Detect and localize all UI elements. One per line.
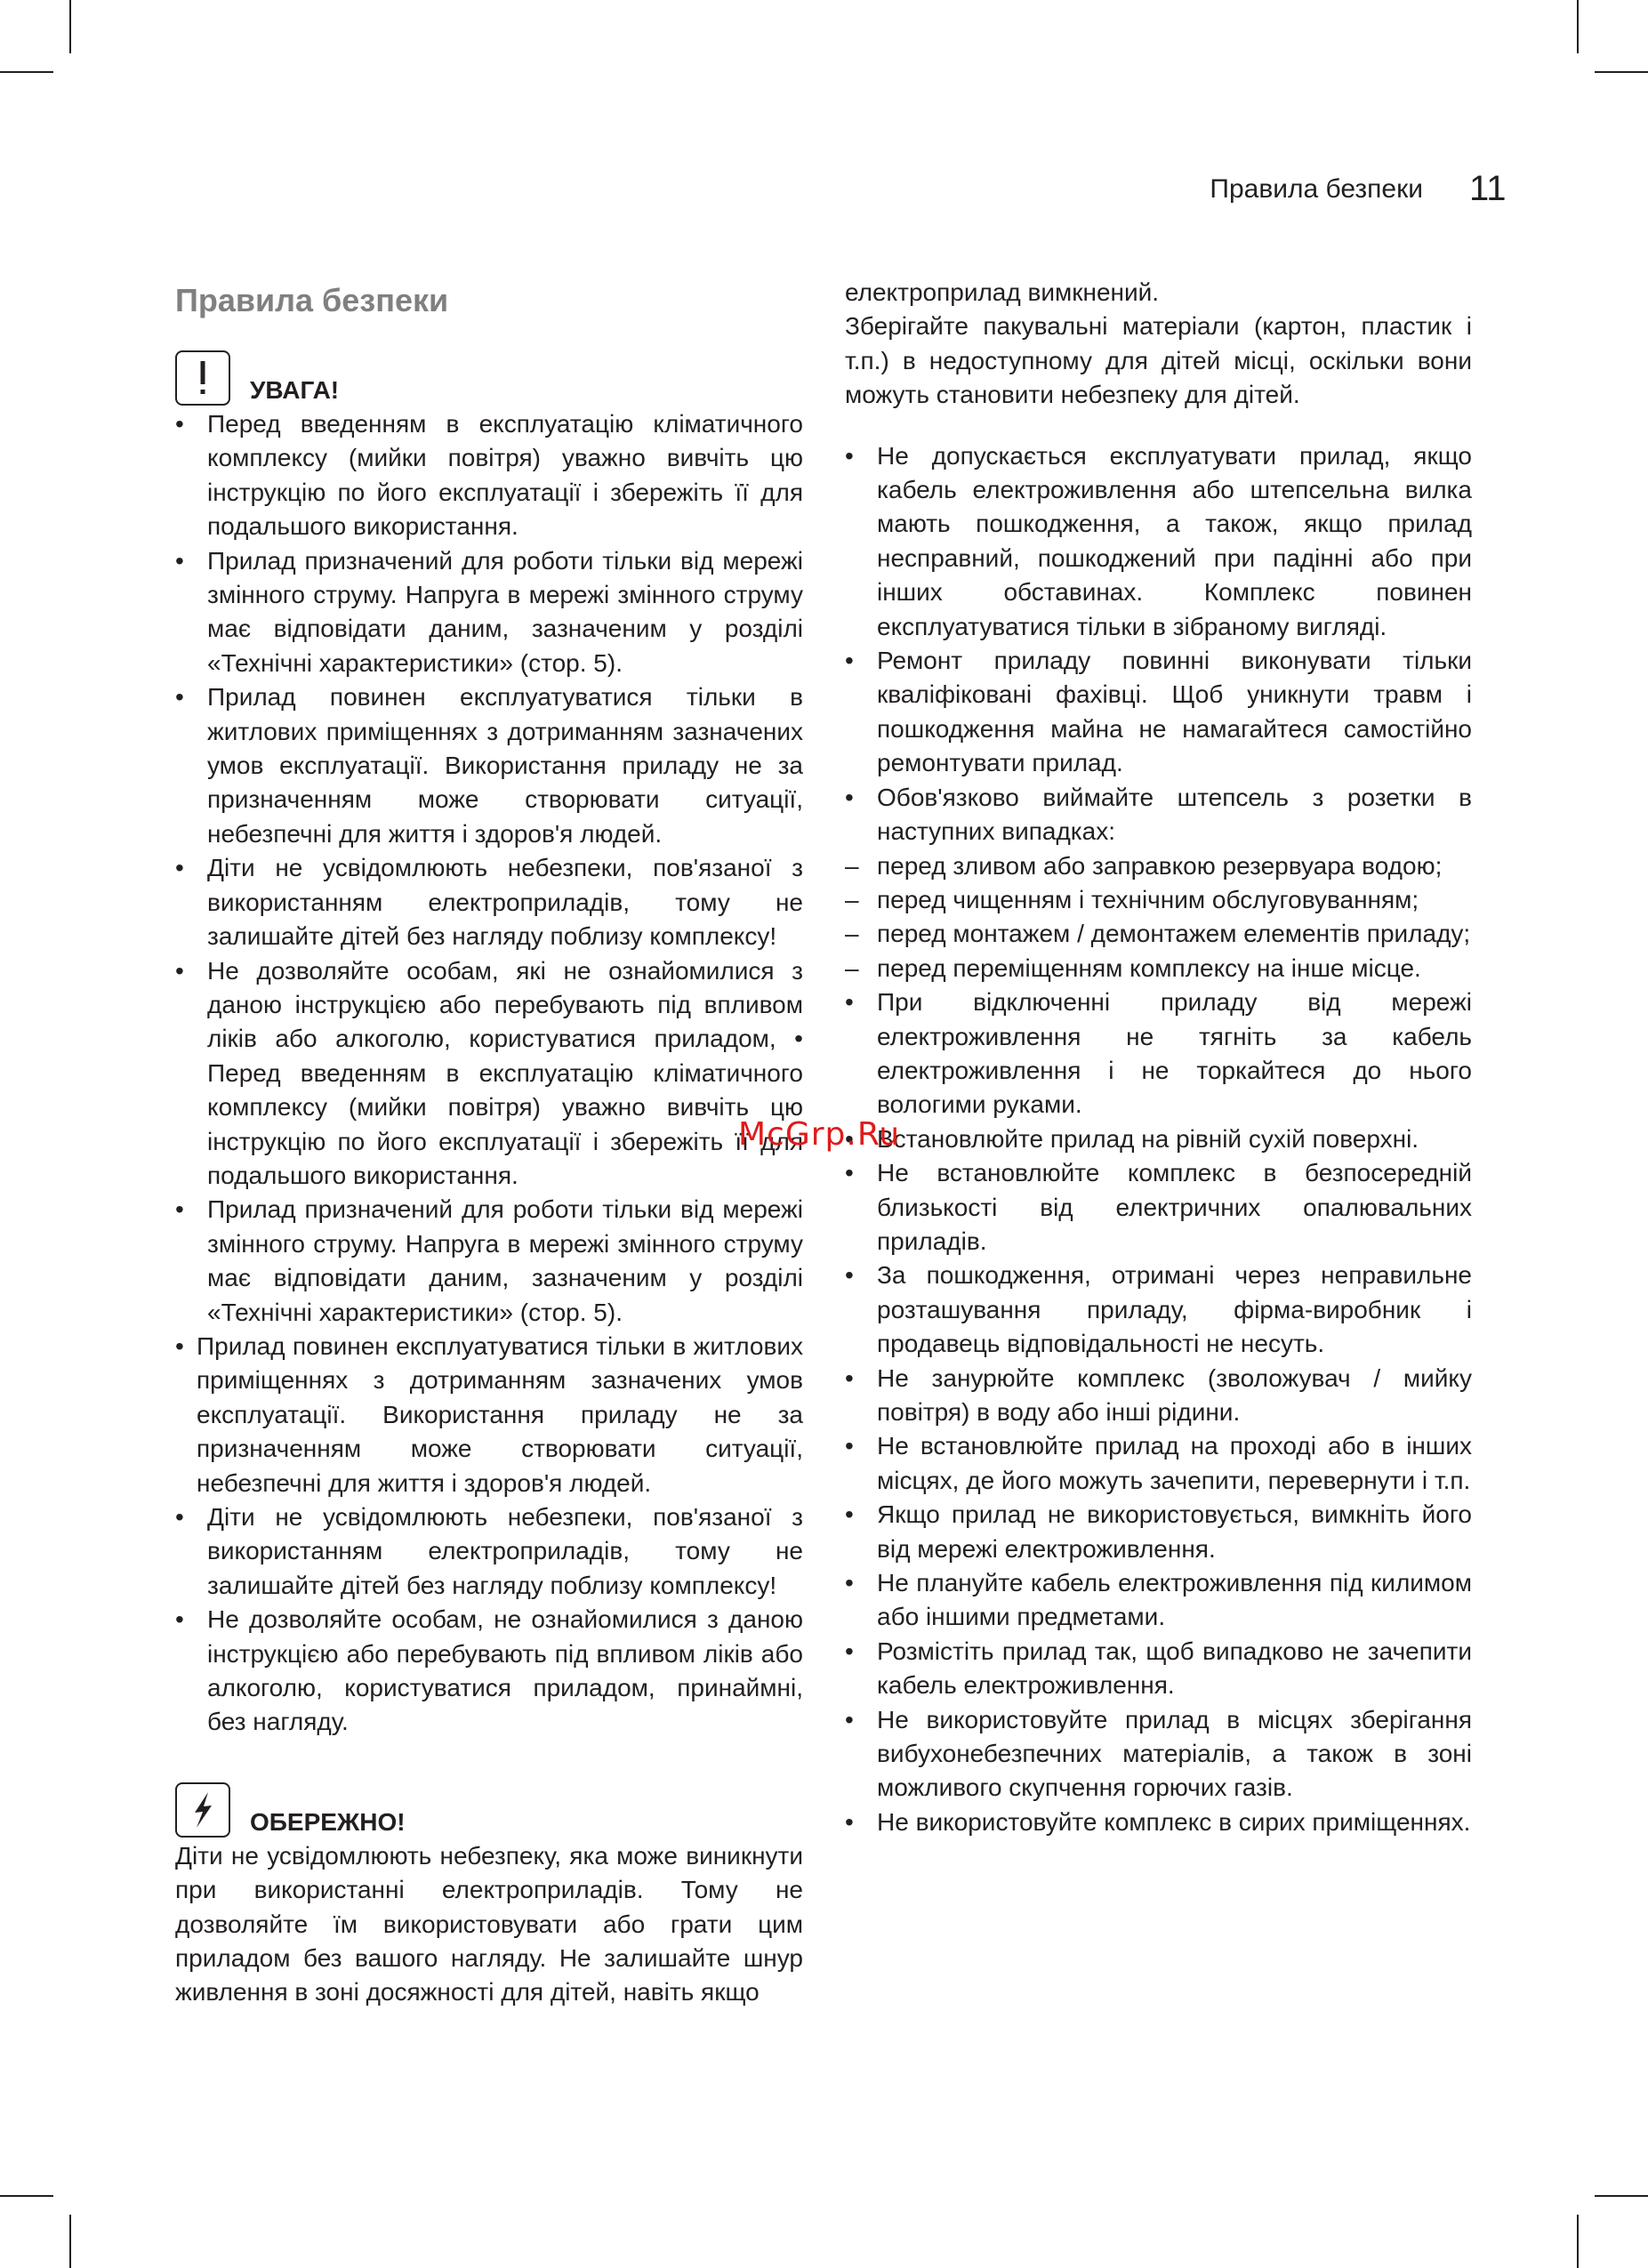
crop-mark (1595, 2195, 1648, 2197)
list-item: • Діти не усвідомлюють небезпеки, пов'язаної з використанням електроприладів, тому не залишайте дітей без нагляду поблизу комплексу! (175, 1500, 803, 1603)
sub-list-item: – перед переміщенням комплексу на інше місце. (845, 952, 1472, 985)
watermark: McGrp.Ru (738, 1116, 901, 1153)
crop-mark (69, 0, 71, 53)
list-item: • Розмістіть прилад так, щоб випадково не зачепити кабель електроживлення. (845, 1635, 1472, 1703)
packaging-paragraph: Зберігайте пакувальні матеріали (картон, пластик і т.п.) в недоступному для дітей місці, оскільки вони можуть становити небезпеку для дітей. (845, 312, 1472, 409)
page-title: Правила безпеки (175, 282, 449, 318)
list-item: • Прилад повинен експлуатуватися тільки в житлових приміщеннях з дотриманням зазначених умов експлуатації. Використання приладу не за призначенням може створювати ситуації, небезпечні для життя і здоров'я людей. (175, 680, 803, 851)
list-item: • Ремонт приладу повинні виконувати тільки кваліфіковані фахівці. Щоб уникнути травм і пошкодження майна не намагайтеся самостійно ремонтувати прилад. (845, 644, 1472, 781)
right-column (845, 276, 1472, 1839)
crop-mark (1577, 0, 1579, 53)
list-item: • Не допускається експлуатувати прилад, якщо кабель електроживлення або штепсельна вилка мають пошкодження, а також, якщо прилад несправний, пошкоджений при падінні або при інших обставинах. Комплекс повинен експлуатуватися тільки в зібраному вигляді. (845, 439, 1472, 644)
safety-list-b (845, 985, 1472, 1839)
caution-paragraph: Діти не усвідомлюють небезпеку, яка може виникнути при використанні електроприладів. Тому не дозволяйте їм використовувати або грати цим приладом без вашого нагляду. Не залишайте шнур живлення в зоні досяжності для дітей, навіть якщо (175, 1841, 803, 2007)
running-header-title: Правила безпеки (1210, 174, 1423, 204)
list-item: • Прилад повинен експлуатуватися тільки в житлових приміщеннях з дотриманням зазначених умов експлуатації. Використання приладу не за призначенням може створювати ситуації, небезпечні для життя і здоров'я людей. (175, 1330, 803, 1500)
unplug-cases-list (845, 849, 1472, 986)
caution-callout (175, 1775, 803, 1838)
lightning-icon (175, 1782, 230, 1838)
list-item: • При відключенні приладу від мережі електроживлення не тягніть за кабель електроживлення і не торкайтеся до нього вологими руками. (845, 985, 1472, 1122)
list-item: • Не встановлюйте прилад на проході або в інших місцях, де його можуть зачепити, перевернути і т.п. (845, 1429, 1472, 1498)
warning-label: УВАГА! (250, 376, 340, 404)
list-item: • Прилад призначений для роботи тільки від мережі змінного струму. Напруга в мережі змінного струму має відповідати даним, зазначеним у розділі «Технічні характеристики» (стор. 5). (175, 1193, 803, 1330)
sub-list-item: – перед зливом або заправкою резервуара водою; (845, 849, 1472, 883)
list-item: • Обов'язково виймайте штепсель з розетки в наступних випадках: (845, 781, 1472, 849)
page-number: 11 (1469, 169, 1507, 208)
caution-label: ОБЕРЕЖНО! (250, 1807, 406, 1836)
sub-list-item: – перед чищенням і технічним обслуговуванням; (845, 883, 1472, 917)
list-item: • Якщо прилад не використовується, вимкніть його від мережі електроживлення. (845, 1498, 1472, 1566)
warning-callout (175, 343, 803, 406)
crop-mark (0, 71, 53, 73)
list-item: • Перед введенням в експлуатацію кліматичного комплексу (мийки повітря) уважно вивчіть цю інструкцію по його експлуатації і збережіть її для подальшого використання. (175, 407, 803, 544)
list-item: • Не дозволяйте особам, які не ознайомилися з даною інструкцією або перебувають під впливом ліків або алкоголю, користуватися приладом, • Перед введенням в експлуатацію кліматичного комплексу (мийки повітря) уважно вивчіть цю інструкцію по його експлуатації і збережіть її для подальшого використання. (175, 954, 803, 1194)
list-item: • Не плануйте кабель електроживлення під килимом або іншими предметами. (845, 1566, 1472, 1635)
list-item: • За пошкодження, отримані через неправильне розташування приладу, фірма-виробник і продавець відповідальності не несуть. (845, 1259, 1472, 1361)
crop-mark (69, 2215, 71, 2268)
crop-mark (0, 2195, 53, 2197)
exclamation-icon (175, 350, 230, 406)
list-item: • Не занурюйте комплекс (зволожувач / мийку повітря) в воду або інші рідини. (845, 1362, 1472, 1430)
sub-list-item: – перед монтажем / демонтажем елементів приладу; (845, 917, 1472, 951)
list-item: • Не дозволяйте особам, не ознайомилися з даною інструкцією або перебувають під впливом ліків або алкоголю, користуватися приладом, принаймні, без нагляду. (175, 1603, 803, 1740)
list-item: • Не встановлюйте комплекс в безпосередній близькості від електричних опалювальних приладів. (845, 1156, 1472, 1259)
safety-list-a (845, 439, 1472, 849)
crop-mark (1577, 2215, 1579, 2268)
left-column (175, 276, 803, 2010)
crop-mark (1595, 71, 1648, 73)
list-item: • Діти не усвідомлюють небезпеки, пов'язаної з використанням електроприладів, тому не залишайте дітей без нагляду поблизу комплексу! (175, 851, 803, 953)
warning-list (175, 407, 803, 1740)
list-item: • Встановлюйте прилад на рівній сухій поверхні. (845, 1122, 1472, 1156)
list-item: • Не використовуйте комплекс в сирих приміщеннях. (845, 1806, 1472, 1839)
list-item: • Не використовуйте прилад в місцях зберігання вибухонебезпечних матеріалів, а також в зоні можливого скупчення горючих газів. (845, 1703, 1472, 1806)
list-item: • Прилад призначений для роботи тільки від мережі змінного струму. Напруга в мережі змінного струму має відповідати даним, зазначеним у розділі «Технічні характеристики» (стор. 5). (175, 544, 803, 681)
continuation-text: електроприлад вимкнений. (845, 278, 1160, 306)
